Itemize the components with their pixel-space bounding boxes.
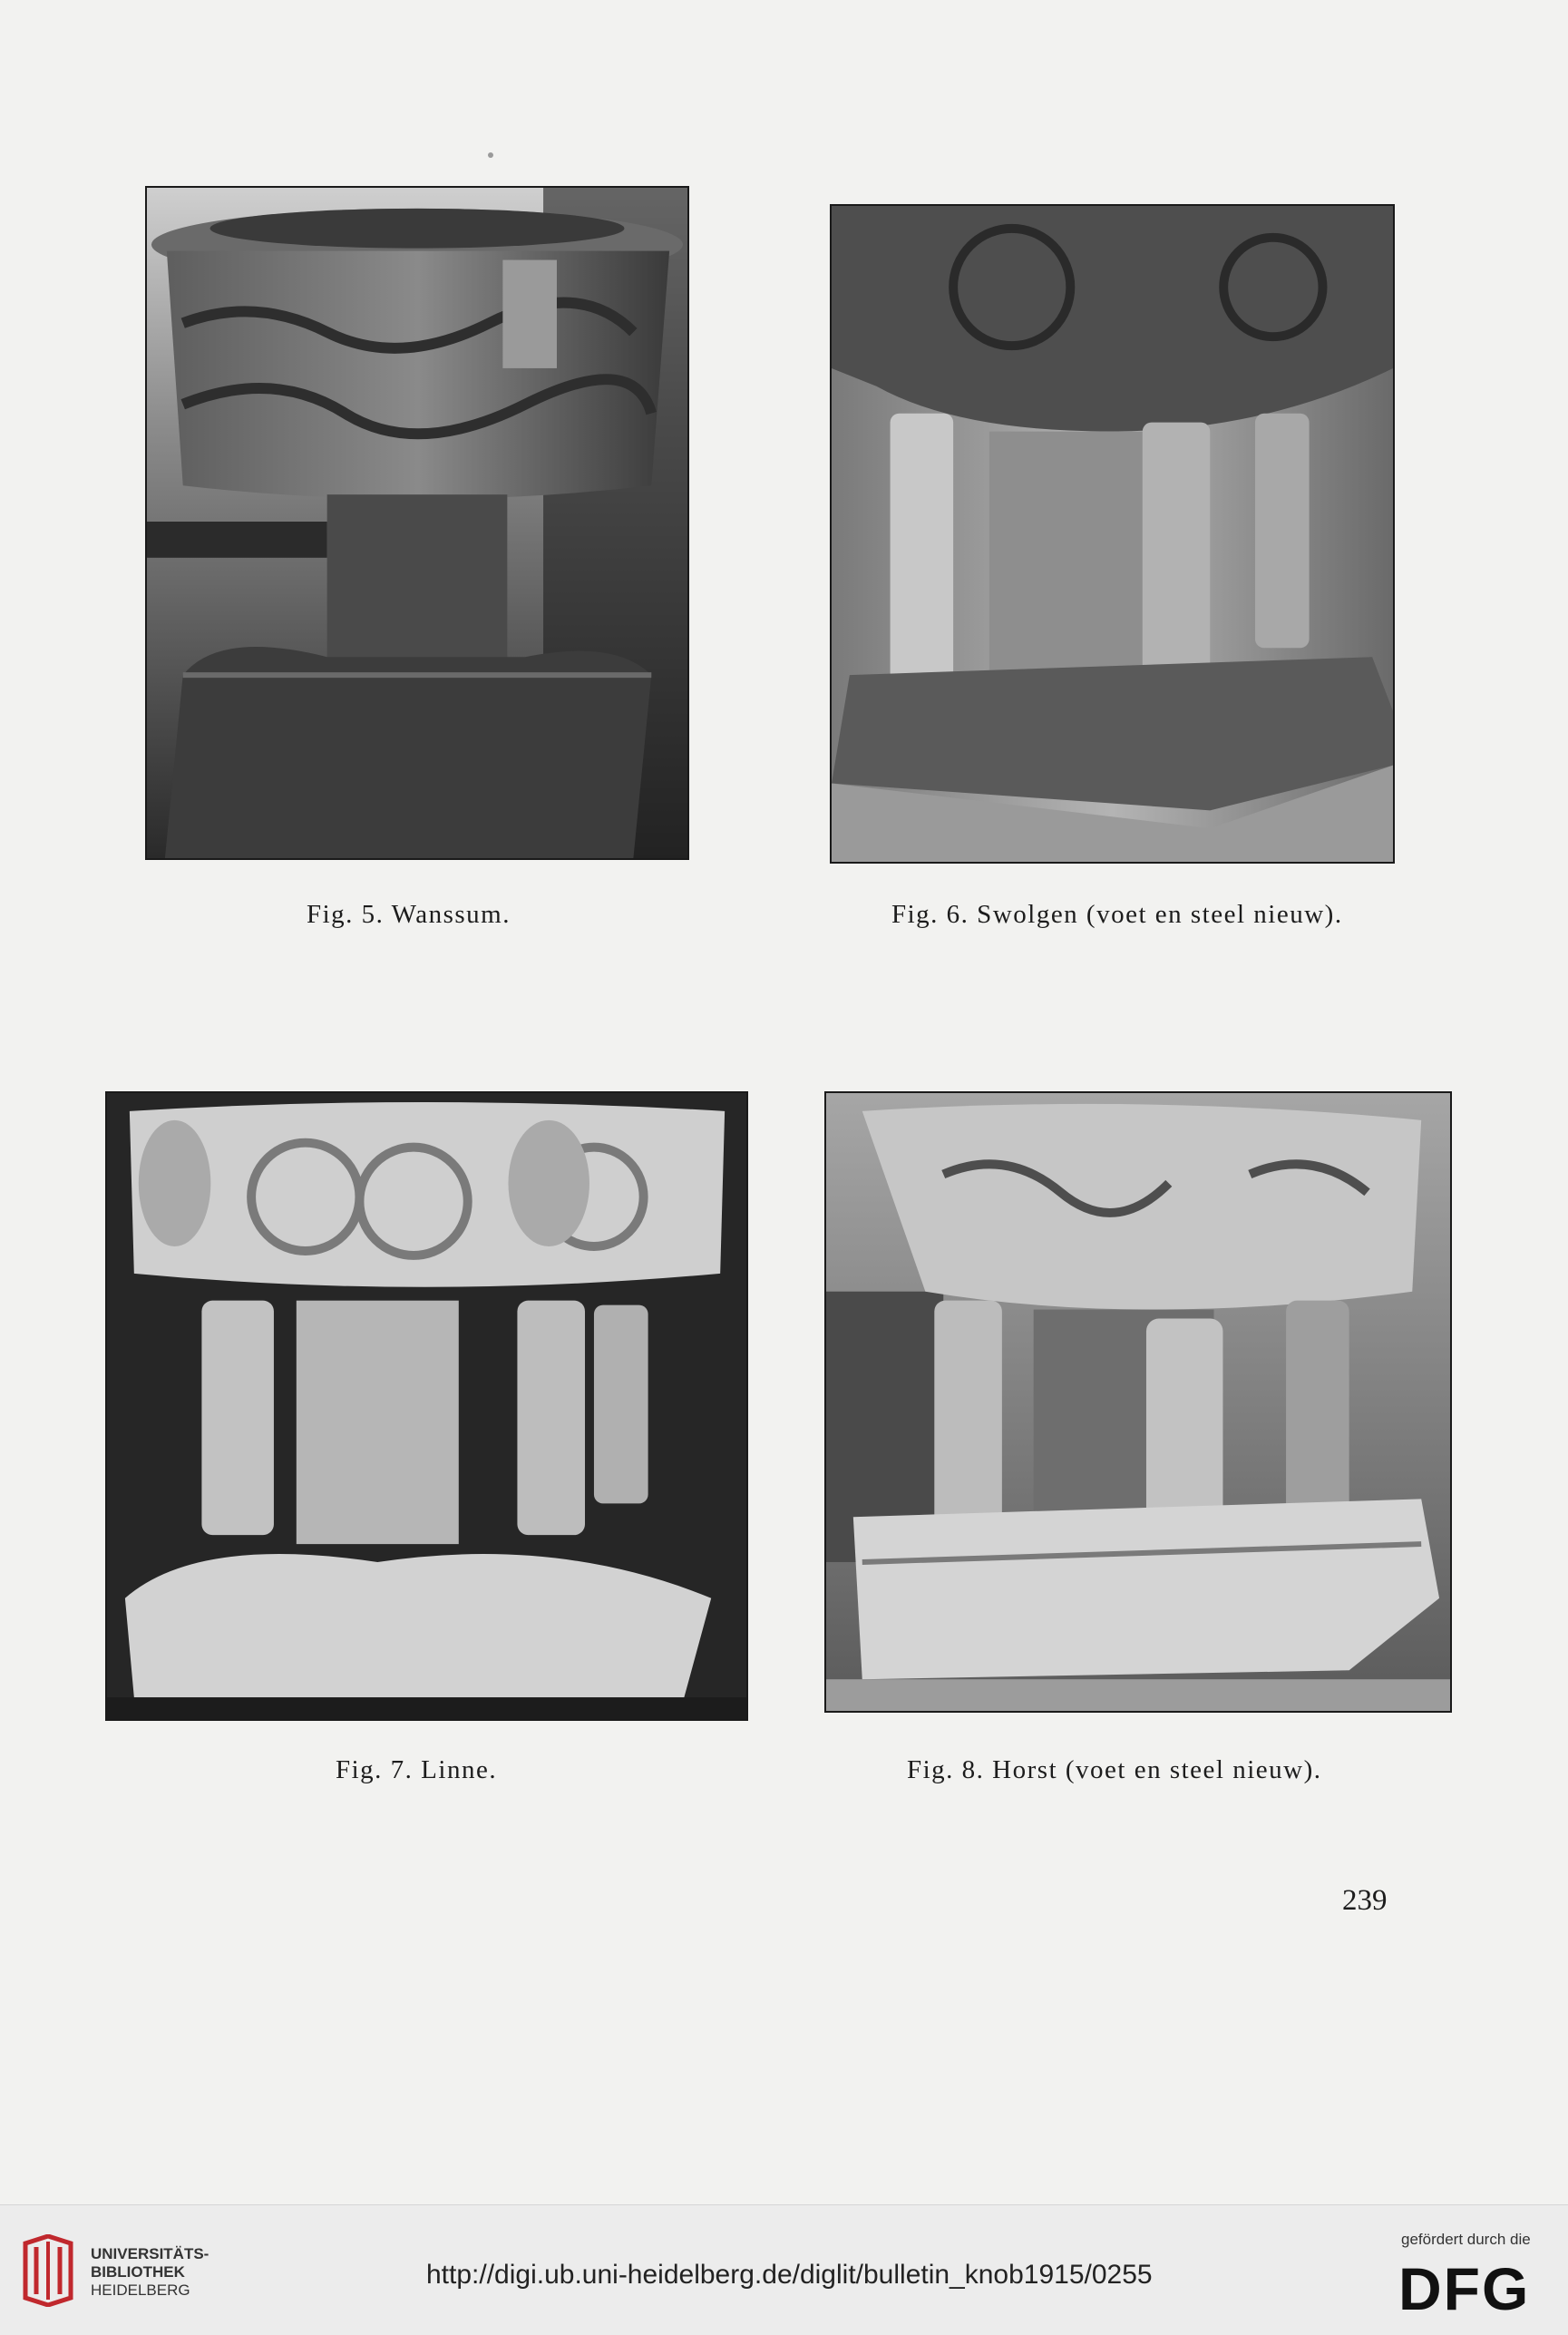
source-url-link[interactable]: http://digi.ub.uni-heidelberg.de/diglit/bulletin_knob1915/0255 xyxy=(426,2260,1153,2290)
figure-5-caption: Fig. 5. Wanssum. xyxy=(307,900,511,929)
figure-6-photo xyxy=(830,204,1395,864)
library-name-line2: BIBLIOTHEK xyxy=(91,2263,185,2281)
figure-8-photo xyxy=(824,1091,1452,1713)
book-spine-logo-icon xyxy=(16,2234,80,2307)
footer-bar xyxy=(0,2204,1568,2335)
dfg-logo: DFG xyxy=(1398,2255,1531,2322)
library-name-line1: UNIVERSITÄTS- xyxy=(91,2245,209,2262)
funded-by-label: gefördert durch die xyxy=(1401,2231,1531,2248)
speck-mark xyxy=(488,152,493,158)
page-number: 239 xyxy=(1342,1884,1388,1917)
library-name-line3: HEIDELBERG xyxy=(91,2281,190,2299)
figure-7-caption: Fig. 7. Linne. xyxy=(336,1755,498,1784)
figure-6-caption: Fig. 6. Swolgen (voet en steel nieuw). xyxy=(891,900,1343,929)
figure-8-caption: Fig. 8. Horst (voet en steel nieuw). xyxy=(907,1755,1322,1784)
figure-7-photo xyxy=(105,1091,748,1721)
figure-5-photo xyxy=(145,186,689,860)
library-name xyxy=(91,2245,209,2300)
